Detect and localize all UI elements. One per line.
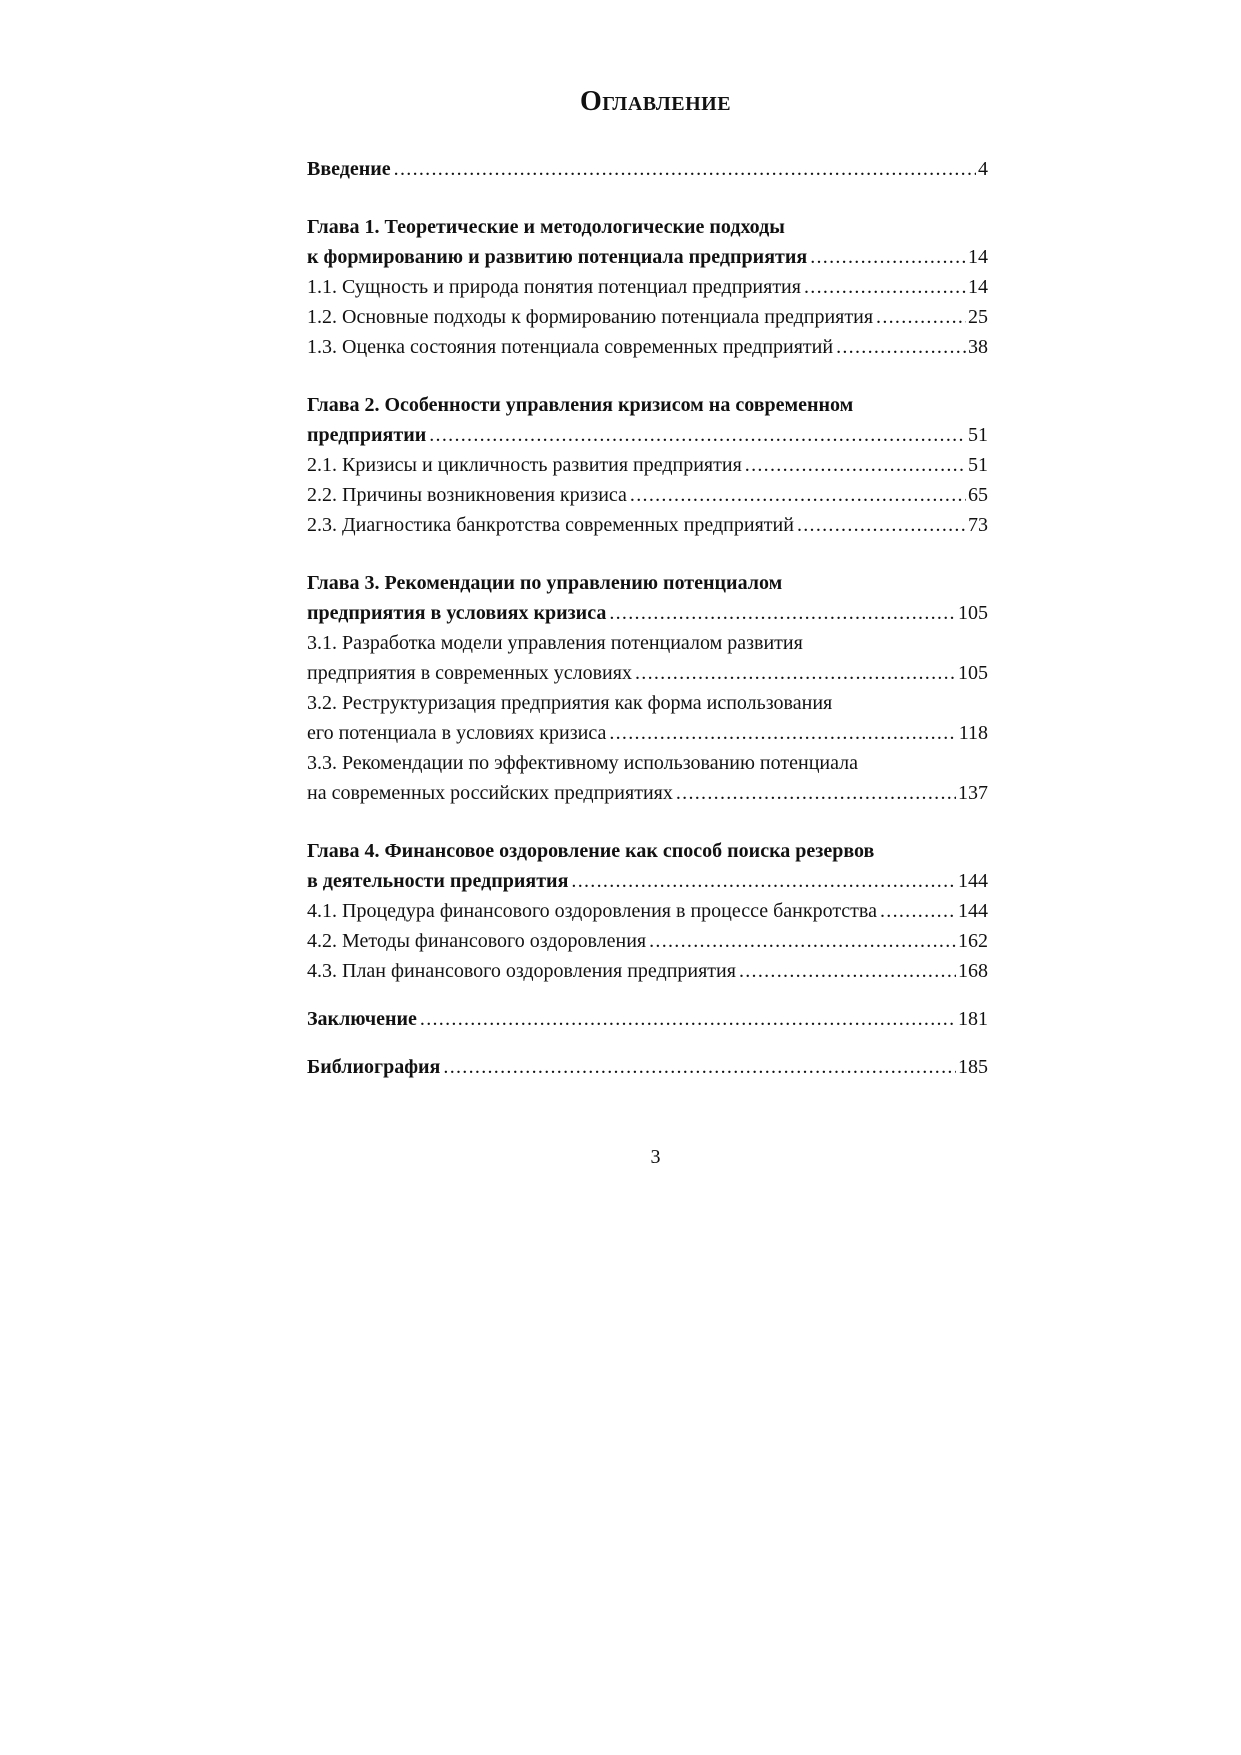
page-title: Оглавление	[579, 86, 732, 117]
leader-dots	[609, 718, 956, 748]
toc-section-3-2-line-1[interactable]	[307, 688, 988, 718]
toc-entry-text: 1.1. Сущность и природа понятия потенциал предприятия	[307, 276, 801, 298]
toc-page-number: 14	[968, 276, 988, 298]
toc-entry-text: 2.1. Кризисы и цикличность развития предприятия	[307, 454, 742, 476]
toc-chapter-1-line-1[interactable]	[307, 212, 988, 242]
toc-page-number: 144	[958, 870, 988, 892]
toc-page-number: 118	[958, 722, 988, 744]
toc-chapter-2-line-1[interactable]	[307, 390, 988, 420]
toc-page-number: 185	[958, 1056, 988, 1078]
toc-entry-text: Заключение	[307, 1008, 417, 1030]
toc-section-1-3[interactable]	[307, 332, 988, 362]
toc-section-3-3-line-1[interactable]	[307, 748, 988, 778]
toc-entry-text: на современных российских предприятиях	[307, 782, 673, 804]
toc-page-number: 137	[958, 782, 988, 804]
toc-page-number: 65	[968, 484, 988, 506]
leader-dots	[630, 480, 966, 510]
toc-page-number: 144	[958, 900, 988, 922]
toc-entry-text: 2.2. Причины возникновения кризиса	[307, 484, 627, 506]
leader-dots	[609, 598, 956, 628]
toc-entry-introduction[interactable]	[307, 154, 988, 184]
toc-page-number: 38	[968, 336, 988, 358]
toc-entry-text: Глава 3. Рекомендации по управлению потенциалом	[307, 572, 783, 594]
toc-entry-text: 3.2. Реструктуризация предприятия как форма использования	[307, 692, 833, 714]
leader-dots	[649, 926, 956, 956]
toc-entry-text: 3.1. Разработка модели управления потенциалом развития	[307, 632, 803, 654]
toc-page-number: 181	[958, 1008, 988, 1030]
toc-entry-text: 4.2. Методы финансового оздоровления	[307, 930, 647, 952]
toc-page-number: 168	[958, 960, 988, 982]
leader-dots	[739, 956, 956, 986]
toc-entry-text: 3.3. Рекомендации по эффективному использованию потенциала	[307, 752, 859, 774]
leader-dots	[880, 896, 956, 926]
toc-entry-text: 4.1. Процедура финансового оздоровления в процессе банкротства	[307, 900, 877, 922]
leader-dots	[810, 242, 966, 272]
toc-chapter-4-line-2[interactable]	[307, 866, 988, 896]
toc-entry-text: Библиография	[307, 1056, 441, 1078]
toc-section-2-1[interactable]	[307, 450, 988, 480]
toc-page-number: 14	[968, 246, 988, 268]
toc-chapter-3-line-2[interactable]	[307, 598, 988, 628]
leader-dots	[571, 866, 956, 896]
toc-section-4-3[interactable]	[307, 956, 988, 986]
toc-page-number: 73	[968, 514, 988, 536]
leader-dots	[420, 1004, 956, 1034]
leader-dots	[876, 302, 966, 332]
toc-chapter-4-line-1[interactable]	[307, 836, 988, 866]
toc-entry-text: его потенциала в условиях кризиса	[307, 722, 607, 744]
leader-dots	[429, 420, 966, 450]
toc-section-4-1[interactable]	[307, 896, 988, 926]
toc-page-number: 51	[968, 424, 988, 446]
table-of-contents	[307, 154, 988, 1082]
toc-section-3-2-line-2[interactable]	[307, 718, 988, 748]
toc-entry-text: Глава 4. Финансовое оздоровление как способ поиска резервов	[307, 840, 875, 862]
leader-dots	[836, 332, 966, 362]
toc-chapter-3-line-1[interactable]	[307, 568, 988, 598]
toc-page-number: 51	[968, 454, 988, 476]
toc-entry-text: Глава 2. Особенности управления кризисом на современном	[307, 394, 854, 416]
leader-dots	[745, 450, 966, 480]
leader-dots	[676, 778, 956, 808]
toc-entry-text: Глава 1. Теоретические и методологические подходы	[307, 216, 785, 238]
toc-entry-bibliography[interactable]	[307, 1052, 988, 1082]
toc-chapter-1-line-2[interactable]	[307, 242, 988, 272]
toc-section-4-2[interactable]	[307, 926, 988, 956]
toc-section-3-1-line-2[interactable]	[307, 658, 988, 688]
toc-page-number: 25	[968, 306, 988, 328]
toc-entry-text: Введение	[307, 158, 391, 180]
leader-dots	[797, 510, 966, 540]
toc-entry-conclusion[interactable]	[307, 1004, 988, 1034]
toc-entry-text: 2.3. Диагностика банкротства современных предприятий	[307, 514, 794, 536]
page-number-footer: 3	[650, 1146, 661, 1168]
toc-section-2-3[interactable]	[307, 510, 988, 540]
toc-page-number: 105	[958, 662, 988, 684]
leader-dots	[443, 1052, 956, 1082]
leader-dots	[394, 154, 976, 184]
toc-entry-text: предприятия в условиях кризиса	[307, 602, 607, 624]
toc-page-number: 105	[958, 602, 988, 624]
toc-section-2-2[interactable]	[307, 480, 988, 510]
toc-entry-text: предприятия в современных условиях	[307, 662, 632, 684]
toc-section-3-1-line-1[interactable]	[307, 628, 988, 658]
toc-section-1-1[interactable]	[307, 272, 988, 302]
toc-entry-text: в деятельности предприятия	[307, 870, 569, 892]
leader-dots	[804, 272, 966, 302]
toc-entry-text: 4.3. План финансового оздоровления предприятия	[307, 960, 736, 982]
toc-entry-text: 1.3. Оценка состояния потенциала современных предприятий	[307, 336, 834, 358]
toc-chapter-2-line-2[interactable]	[307, 420, 988, 450]
toc-page-number: 162	[958, 930, 988, 952]
leader-dots	[635, 658, 956, 688]
toc-section-3-3-line-2[interactable]	[307, 778, 988, 808]
toc-page-number: 4	[978, 158, 988, 180]
toc-entry-text: предприятии	[307, 424, 427, 446]
toc-entry-text: к формированию и развитию потенциала предприятия	[307, 246, 808, 268]
toc-entry-text: 1.2. Основные подходы к формированию потенциала предприятия	[307, 306, 874, 328]
toc-section-1-2[interactable]	[307, 302, 988, 332]
